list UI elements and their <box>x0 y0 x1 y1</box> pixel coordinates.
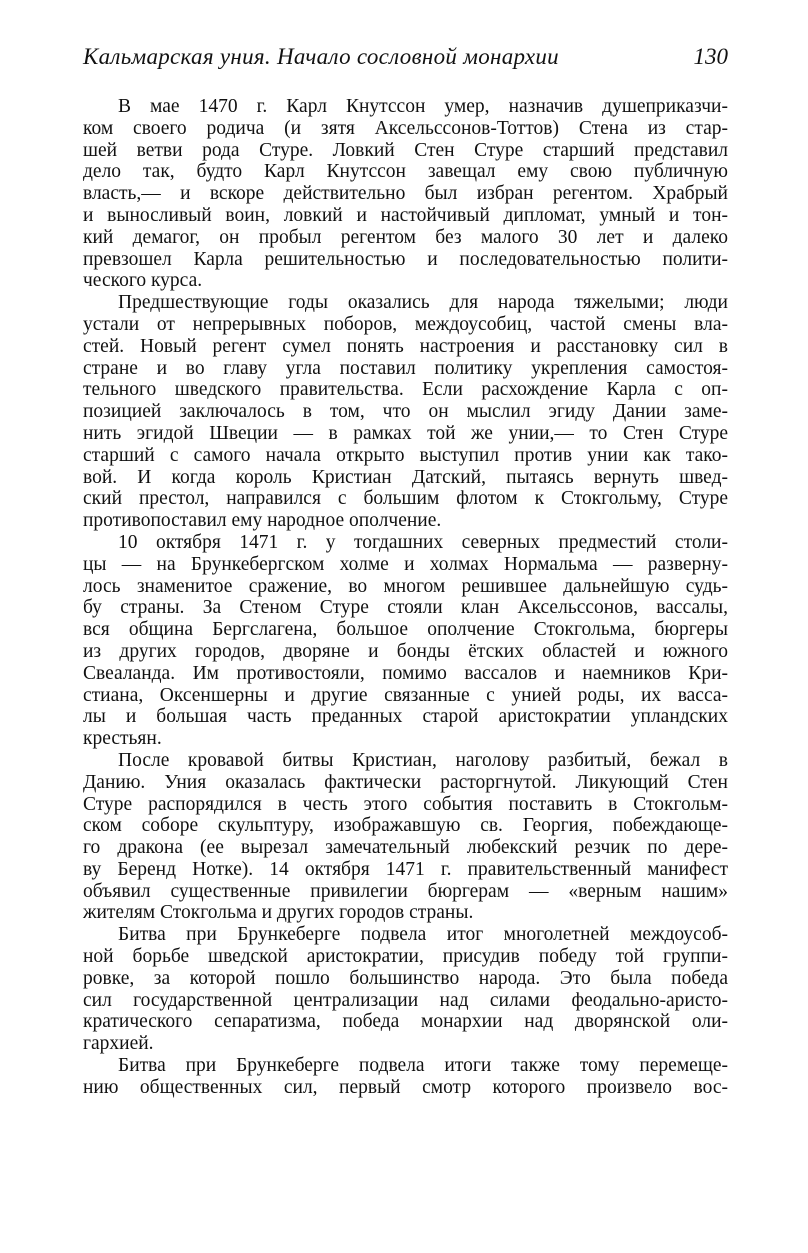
paragraph <box>83 1055 728 1099</box>
text-line: власть,— и вскоре действительно был избран регентом. Храбрый <box>83 183 728 205</box>
text-line: противопоставил ему народное ополчение. <box>83 510 442 532</box>
text-line: ной борьбе шведской аристократии, присудив победу той группи- <box>83 946 728 968</box>
page-number: 130 <box>693 44 728 69</box>
text-line: нить эгидой Швеции — в рамках той же унии,— то Стен Стуре <box>83 422 728 444</box>
body-text <box>83 96 728 1099</box>
text-line: Битва при Брункеберге подвела итоги также тому перемеще- <box>118 1055 728 1077</box>
text-line: дело так, будто Карл Кнутссон завещал ему свою публичную <box>83 161 728 183</box>
text-line: Данию. Уния оказалась фактически расторгнутой. Ликующий Стен <box>83 771 728 793</box>
text-line: кий демагог, он пробыл регентом без малого 30 лет и далеко <box>83 226 728 248</box>
text-line: кратического сепаратизма, победа монархии над дворянской оли- <box>83 1011 728 1033</box>
text-line: ский престол, направился с большим флотом к Стокгольму, Стуре <box>83 488 728 510</box>
text-line: лы и большая часть преданных старой аристократии упландских <box>83 706 728 728</box>
text-line: стране и во главу угла поставил политику укрепления самостоя- <box>83 357 728 379</box>
text-line: Стуре распорядился в честь этого события поставить в Стокгольм- <box>83 793 728 815</box>
text-line: лось знаменитое сражение, во многом решившее дальнейшую судь- <box>83 575 728 597</box>
text-line: бу страны. За Стеном Стуре стояли клан Аксельссонов, вассалы, <box>83 597 728 619</box>
text-line: го дракона (ее вырезал замечательный любекский резчик по дере- <box>83 837 728 859</box>
paragraph <box>83 750 728 924</box>
text-line: из других городов, дворяне и бонды ётских областей и южного <box>83 640 728 662</box>
paragraph <box>83 924 728 1055</box>
text-line: вся община Бергслагена, большое ополчение Стокгольма, бюргеры <box>83 619 728 641</box>
text-line: крестьян. <box>83 728 162 750</box>
text-line: и выносливый воин, ловкий и настойчивый дипломат, умный и тон- <box>83 204 728 226</box>
text-line: После кровавой битвы Кристиан, наголову разбитый, бежал в <box>118 749 728 771</box>
text-line: старший с самого начала открыто выступил против унии как тако- <box>83 444 728 466</box>
text-line: ском соборе скульптуру, изображавшую св. Георгия, побеждающе- <box>83 815 728 837</box>
text-line: ческого курса. <box>83 270 203 292</box>
text-line: Битва при Брункеберге подвела итог многолетней междоусоб- <box>118 924 728 946</box>
paragraph <box>83 96 728 292</box>
text-line: тельного шведского правительства. Если расхождение Карла с оп- <box>83 379 728 401</box>
text-line: позицией заключалось в том, что он мыслил эгиду Дании заме- <box>83 401 728 423</box>
text-line: ву Беренд Нотке). 14 октября 1471 г. правительственный манифест <box>83 858 728 880</box>
text-line: устали от непрерывных поборов, междоусобиц, частой смены вла- <box>83 313 728 335</box>
text-line: стиана, Оксеншерны и другие связанные с унией роды, их васса- <box>83 684 728 706</box>
text-line: сил государственной централизации над силами феодально-аристо- <box>83 989 728 1011</box>
text-line: стей. Новый регент сумел понять настроения и расстановку сил в <box>83 335 728 357</box>
text-line: В мае 1470 г. Карл Кнутссон умер, назначив душеприказчи- <box>118 96 728 117</box>
text-line: Свеаланда. Им противостояли, помимо вассалов и наемников Кри- <box>83 662 728 684</box>
text-line: объявил существенные привилегии бюргерам — «верным нашим» <box>83 880 728 902</box>
text-line: шей ветви рода Стуре. Ловкий Стен Стуре старший представил <box>83 139 728 161</box>
text-line: ровке, за которой пошло большинство народа. Это была победа <box>83 967 728 989</box>
text-line: превзошел Карла решительностью и последовательностью полити- <box>83 248 728 270</box>
paragraph <box>83 292 728 532</box>
text-line: нию общественных сил, первый смотр которого произвело вос- <box>83 1076 728 1098</box>
text-line: цы — на Брункебергском холме и холмах Нормальма — разверну- <box>83 553 728 575</box>
text-line: Предшествующие годы оказались для народа тяжелыми; люди <box>118 292 728 314</box>
running-header <box>83 44 728 74</box>
text-line: гархией. <box>83 1033 154 1055</box>
paragraph <box>83 532 728 750</box>
text-line: 10 октября 1471 г. у тогдашних северных предместий столи- <box>118 531 728 553</box>
text-line: ком своего родича (и зятя Аксельссонов-Тоттов) Стена из стар- <box>83 117 728 139</box>
text-line: вой. И когда король Кристиан Датский, пытаясь вернуть швед- <box>83 466 728 488</box>
text-line: жителям Стокгольма и других городов страны. <box>83 902 474 924</box>
running-title: Кальмарская уния. Начало сословной монархии <box>83 44 559 69</box>
